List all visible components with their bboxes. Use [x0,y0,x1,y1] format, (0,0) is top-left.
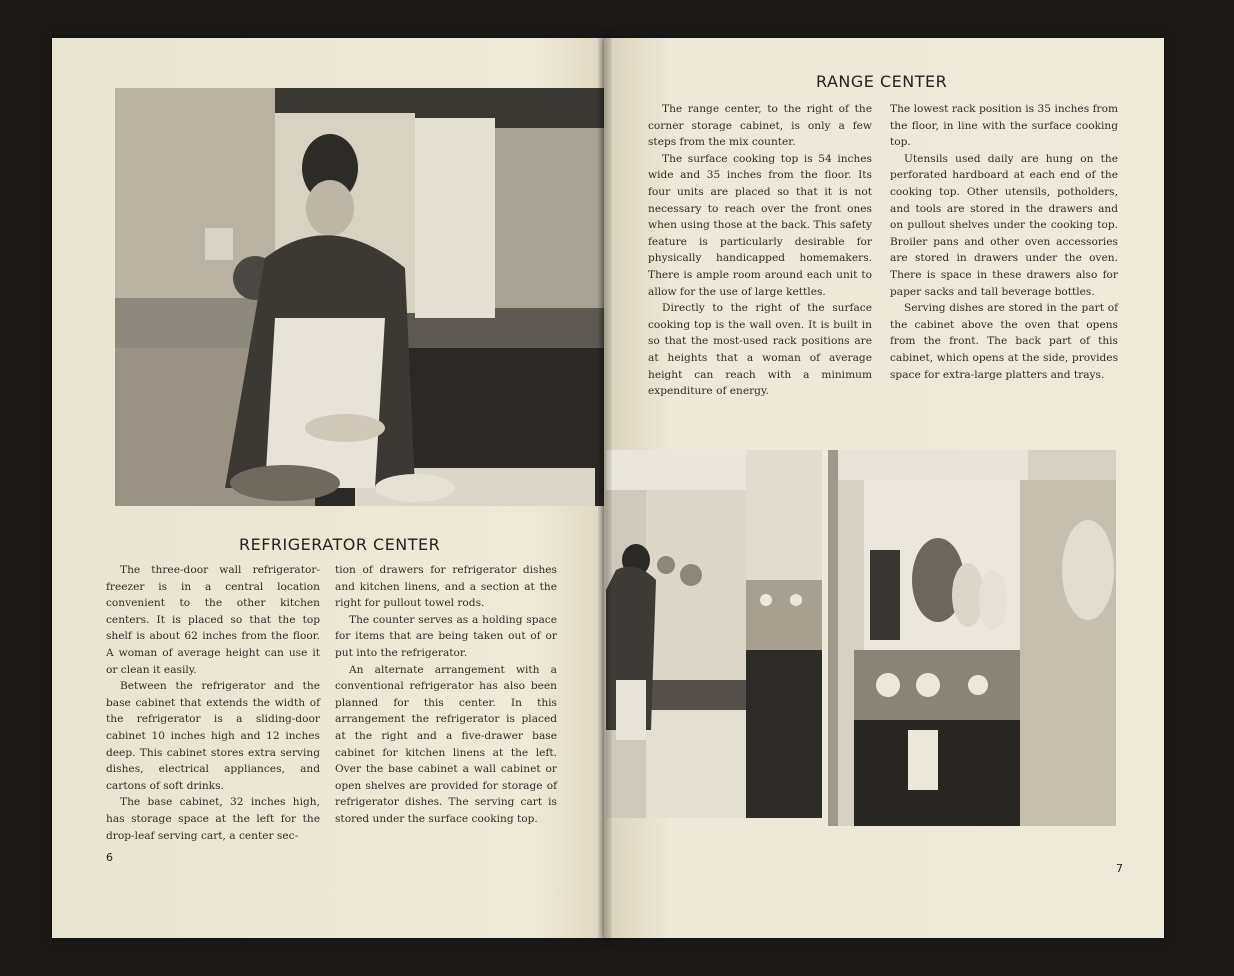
right-page [604,38,1164,938]
refrigerator-center-photo [115,88,605,506]
paragraph: An alternate arrangement with a conventional refrigerator has also been planned for this center. In this arrangement the refrigerator is placed at the right and a five-drawer base cabinet for kitchen linens at the left. Over the base cabinet a wall cabinet or open shelves are provided for storage of refrigerator dishes. The serving cart is stored under the surface cooking top. [335,663,557,825]
left-page [52,38,612,938]
paragraph: The base cabinet, 32 inches high, has storage space at the left for the drop-leaf serving cart, a center sec- [106,796,320,842]
range-center-photo-left [606,450,822,818]
page-number: 7 [1116,862,1123,875]
range-text-column-2 [890,101,1118,383]
paragraph: Serving dishes are stored in the part of the cabinet above the oven that opens from the front. The back part of this cabinet, which opens at the side, provides space for extra-large platters and trays. [890,302,1118,381]
paragraph: Directly to the right of the surface cooking top is the wall oven. It is built in so that the most-used rack positions are at heights that a woman of average height can reach with a minimum expenditure of energy. [648,302,872,398]
paragraph: The lowest rack position is 35 inches from the floor, in line with the surface cooking top. [890,103,1118,149]
paragraph: The surface cooking top is 54 inches wide and 35 inches from the floor. Its four units are placed so that it is not necessary to reach over the front ones when using those at the back. This safety feature is particularly desirable for physically handicapped homemakers. There is ample room around each unit to allow for the use of large kettles. [648,152,872,298]
paragraph: Utensils used daily are hung on the perforated hardboard at each end of the cooking top. Other utensils, potholders, and tools are stored in the drawers and on pullout shelves under the cooking top. Broiler pans and other oven accessories are stored in drawers under the oven. There is space in these drawers also for paper sacks and tall beverage bottles. [890,152,1118,298]
refrigerator-text-column-1 [106,562,320,844]
paragraph: The range center, to the right of the corner storage cabinet, is only a few steps from the mix counter. [648,103,872,149]
paragraph: Between the refrigerator and the base cabinet that extends the width of the refrigerator is a sliding-door cabinet 10 inches high and 12 inches deep. This cabinet stores extra serving dishes, electrical appliances, and cartons of soft drinks. [106,680,320,792]
refrigerator-center-heading: REFRIGERATOR CENTER [239,535,441,554]
paragraph: tion of drawers for refrigerator dishes and kitchen linens, and a section at the right for pullout towel rods. [335,564,557,610]
page-number: 6 [106,851,113,864]
range-center-photo-right [828,450,1116,826]
paragraph: The counter serves as a holding space for items that are being taken out of or put into the refrigerator. [335,613,557,659]
range-center-heading: RANGE CENTER [816,72,948,91]
spine-gutter [598,38,612,938]
paragraph: The three-door wall refrigerator-freezer is in a central location convenient to the other kitchen centers. It is placed so that the top shelf is about 62 inches from the floor. A woman of average height can use it or clean it easily. [106,564,320,676]
refrigerator-text-column-2 [335,562,557,828]
range-text-column-1 [648,101,872,400]
